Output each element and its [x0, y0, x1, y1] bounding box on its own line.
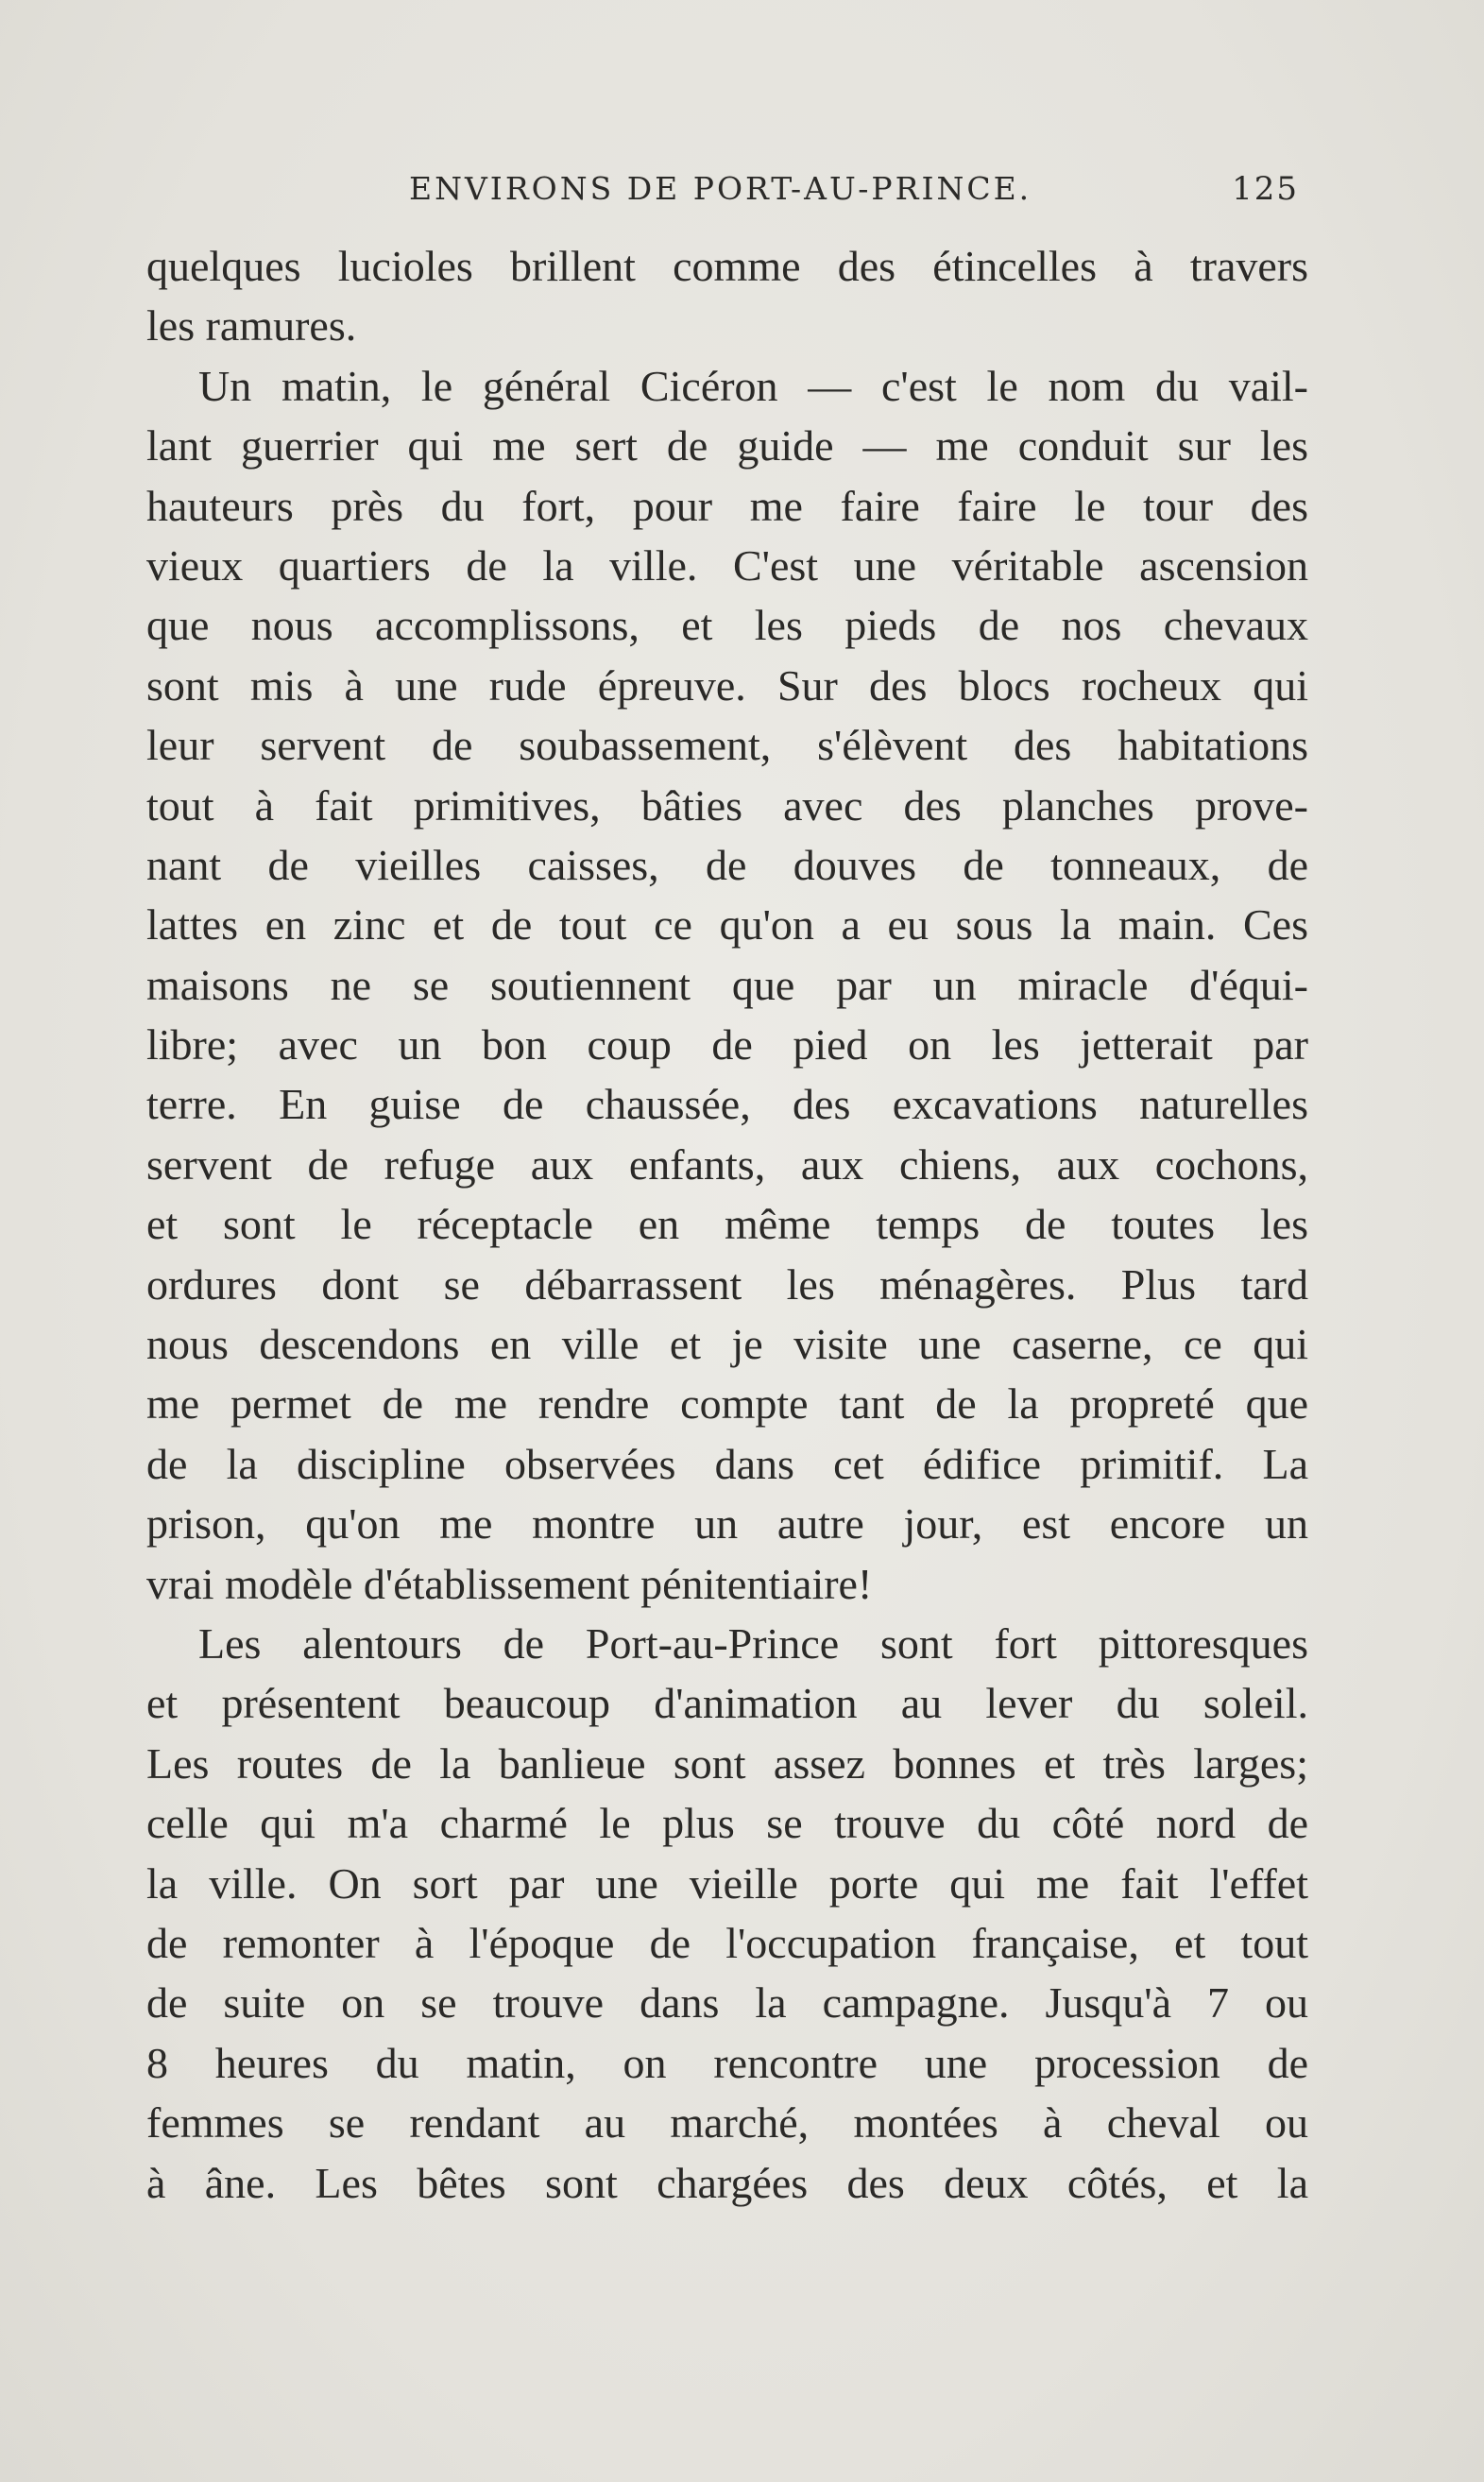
- paragraph: [146, 356, 1308, 1614]
- text-line: 8 heures du matin, on rencontre une procession de: [146, 2038, 1308, 2087]
- text-line: femmes se rendant au marché, montées à cheval ou: [146, 2098, 1308, 2148]
- text-line: libre; avec un bon coup de pied on les jetterait par: [146, 1020, 1308, 1070]
- text-line: et sont le réceptacle en même temps de toutes les: [146, 1200, 1308, 1249]
- text-line: Les routes de la banlieue sont assez bonnes et très larges;: [146, 1738, 1308, 1788]
- text-line: quelques lucioles brillent comme des étincelles à travers: [146, 242, 1308, 290]
- text-line: et présentent beaucoup d'animation au lever du soleil.: [146, 1679, 1308, 1728]
- text-line: à âne. Les bêtes sont chargées des deux côtés, et la: [146, 2158, 1308, 2207]
- body-text: [146, 236, 1308, 2213]
- text-line: sont mis à une rude épreuve. Sur des blocs rocheux qui: [146, 660, 1308, 710]
- text-line: me permet de me rendre compte tant de la propreté que: [146, 1379, 1308, 1429]
- text-line: nous descendons en ville et je visite une caserne, ce qui: [146, 1320, 1308, 1369]
- text-line: celle qui m'a charmé le plus se trouve du côté nord de: [146, 1799, 1308, 1848]
- text-line: terre. En guise de chaussée, des excavations naturelles: [146, 1080, 1308, 1129]
- page-header: [151, 170, 1299, 217]
- page-number: 125: [1232, 170, 1299, 208]
- text-line: maisons ne se soutiennent que par un miracle d'équi-: [146, 960, 1308, 1009]
- text-line: vieux quartiers de la ville. C'est une véritable ascension: [146, 540, 1308, 590]
- text-line: Les alentours de Port-au-Prince sont fort pittoresques: [198, 1618, 1308, 1668]
- text-line: hauteurs près du fort, pour me faire faire le tour des: [146, 481, 1308, 530]
- text-line: de remonter à l'époque de l'occupation française, et tout: [146, 1918, 1308, 1967]
- paragraph: [146, 1614, 1308, 2213]
- text-line: leur servent de soubassement, s'élèvent des habitations: [146, 721, 1308, 770]
- text-line: servent de refuge aux enfants, aux chiens, aux cochons,: [146, 1139, 1308, 1189]
- text-line: tout à fait primitives, bâties avec des planches prove-: [146, 780, 1308, 830]
- paragraph: [146, 236, 1308, 356]
- text-line: ordures dont se débarrassent les ménagères. Plus tard: [146, 1259, 1308, 1309]
- text-line: de la discipline observées dans cet édifice primitif. La: [146, 1439, 1308, 1488]
- text-line: vrai modèle d'établissement pénitentiaire!: [146, 1559, 873, 1608]
- text-line: nant de vieilles caisses, de douves de tonneaux, de: [146, 840, 1308, 889]
- text-line: prison, qu'on me montre un autre jour, est encore un: [146, 1499, 1308, 1549]
- running-head: ENVIRONS DE PORT-AU-PRINCE.: [409, 170, 1032, 207]
- text-line: la ville. On sort par une vieille porte qui me fait l'effet: [146, 1858, 1308, 1908]
- text-line: lattes en zinc et de tout ce qu'on a eu sous la main. Ces: [146, 900, 1308, 950]
- text-line: les ramures.: [146, 301, 357, 351]
- text-line: Un matin, le général Cicéron — c'est le nom du vail-: [198, 361, 1308, 410]
- text-line: de suite on se trouve dans la campagne. Jusqu'à 7 ou: [146, 1978, 1308, 2028]
- text-line: lant guerrier qui me sert de guide — me conduit sur les: [146, 421, 1308, 471]
- text-line: que nous accomplissons, et les pieds de nos chevaux: [146, 601, 1308, 650]
